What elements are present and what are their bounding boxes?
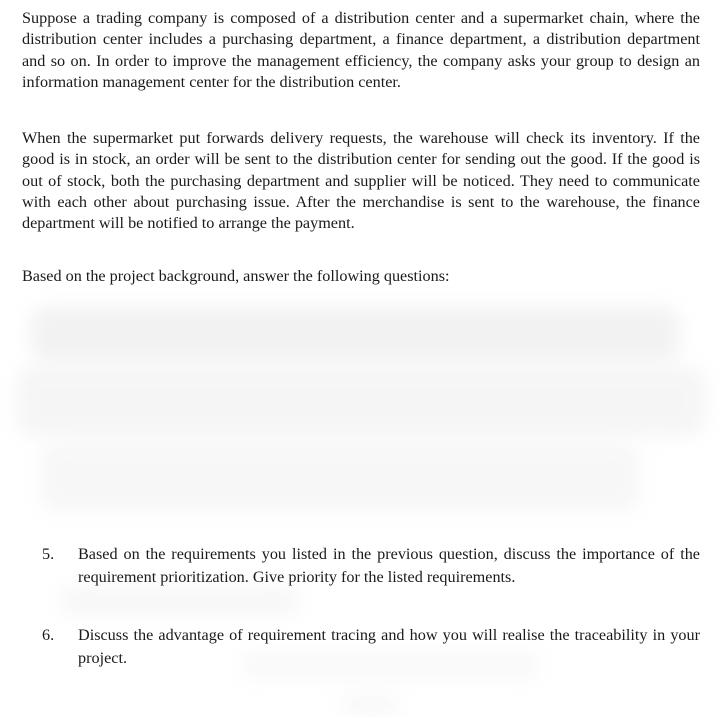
question-text: Based on the requirements you listed in the previous question, discuss the importance of the requirement prioritization. Give priority for the listed requirements. — [78, 545, 700, 586]
intro-paragraph: Suppose a trading company is composed of a distribution center and a supermarket chain, where the distribution center includes a purchasing department, a finance department, a distribution department and so on. In order to improve the management efficiency, the company asks your group to design an information management center for the distribution center. — [22, 9, 700, 91]
question-text: Discuss the advantage of requirement tracing and how you will realise the traceability in your project. — [78, 626, 700, 667]
question-item — [42, 543, 700, 589]
redacted-region — [30, 306, 680, 362]
redacted-region — [16, 366, 706, 436]
redacted-region — [60, 586, 300, 616]
redacted-region — [340, 694, 400, 714]
instructions-paragraph: Based on the project background, answer the following questions: — [22, 267, 450, 285]
question-number: 5. — [42, 545, 55, 563]
question-item — [42, 624, 700, 670]
question-number: 6. — [42, 626, 55, 644]
redacted-region — [40, 442, 640, 512]
process-paragraph: When the supermarket put forwards delivery requests, the warehouse will check its inventory. If the good is in stock, an order will be sent to the distribution center for sending out the good. If the good is out of stock, both the purchasing department and supplier will be noticed. They need to communicate with each other about purchasing issue. After the merchandise is sent to the warehouse, the finance department will be notified to arrange the payment. — [22, 129, 700, 233]
